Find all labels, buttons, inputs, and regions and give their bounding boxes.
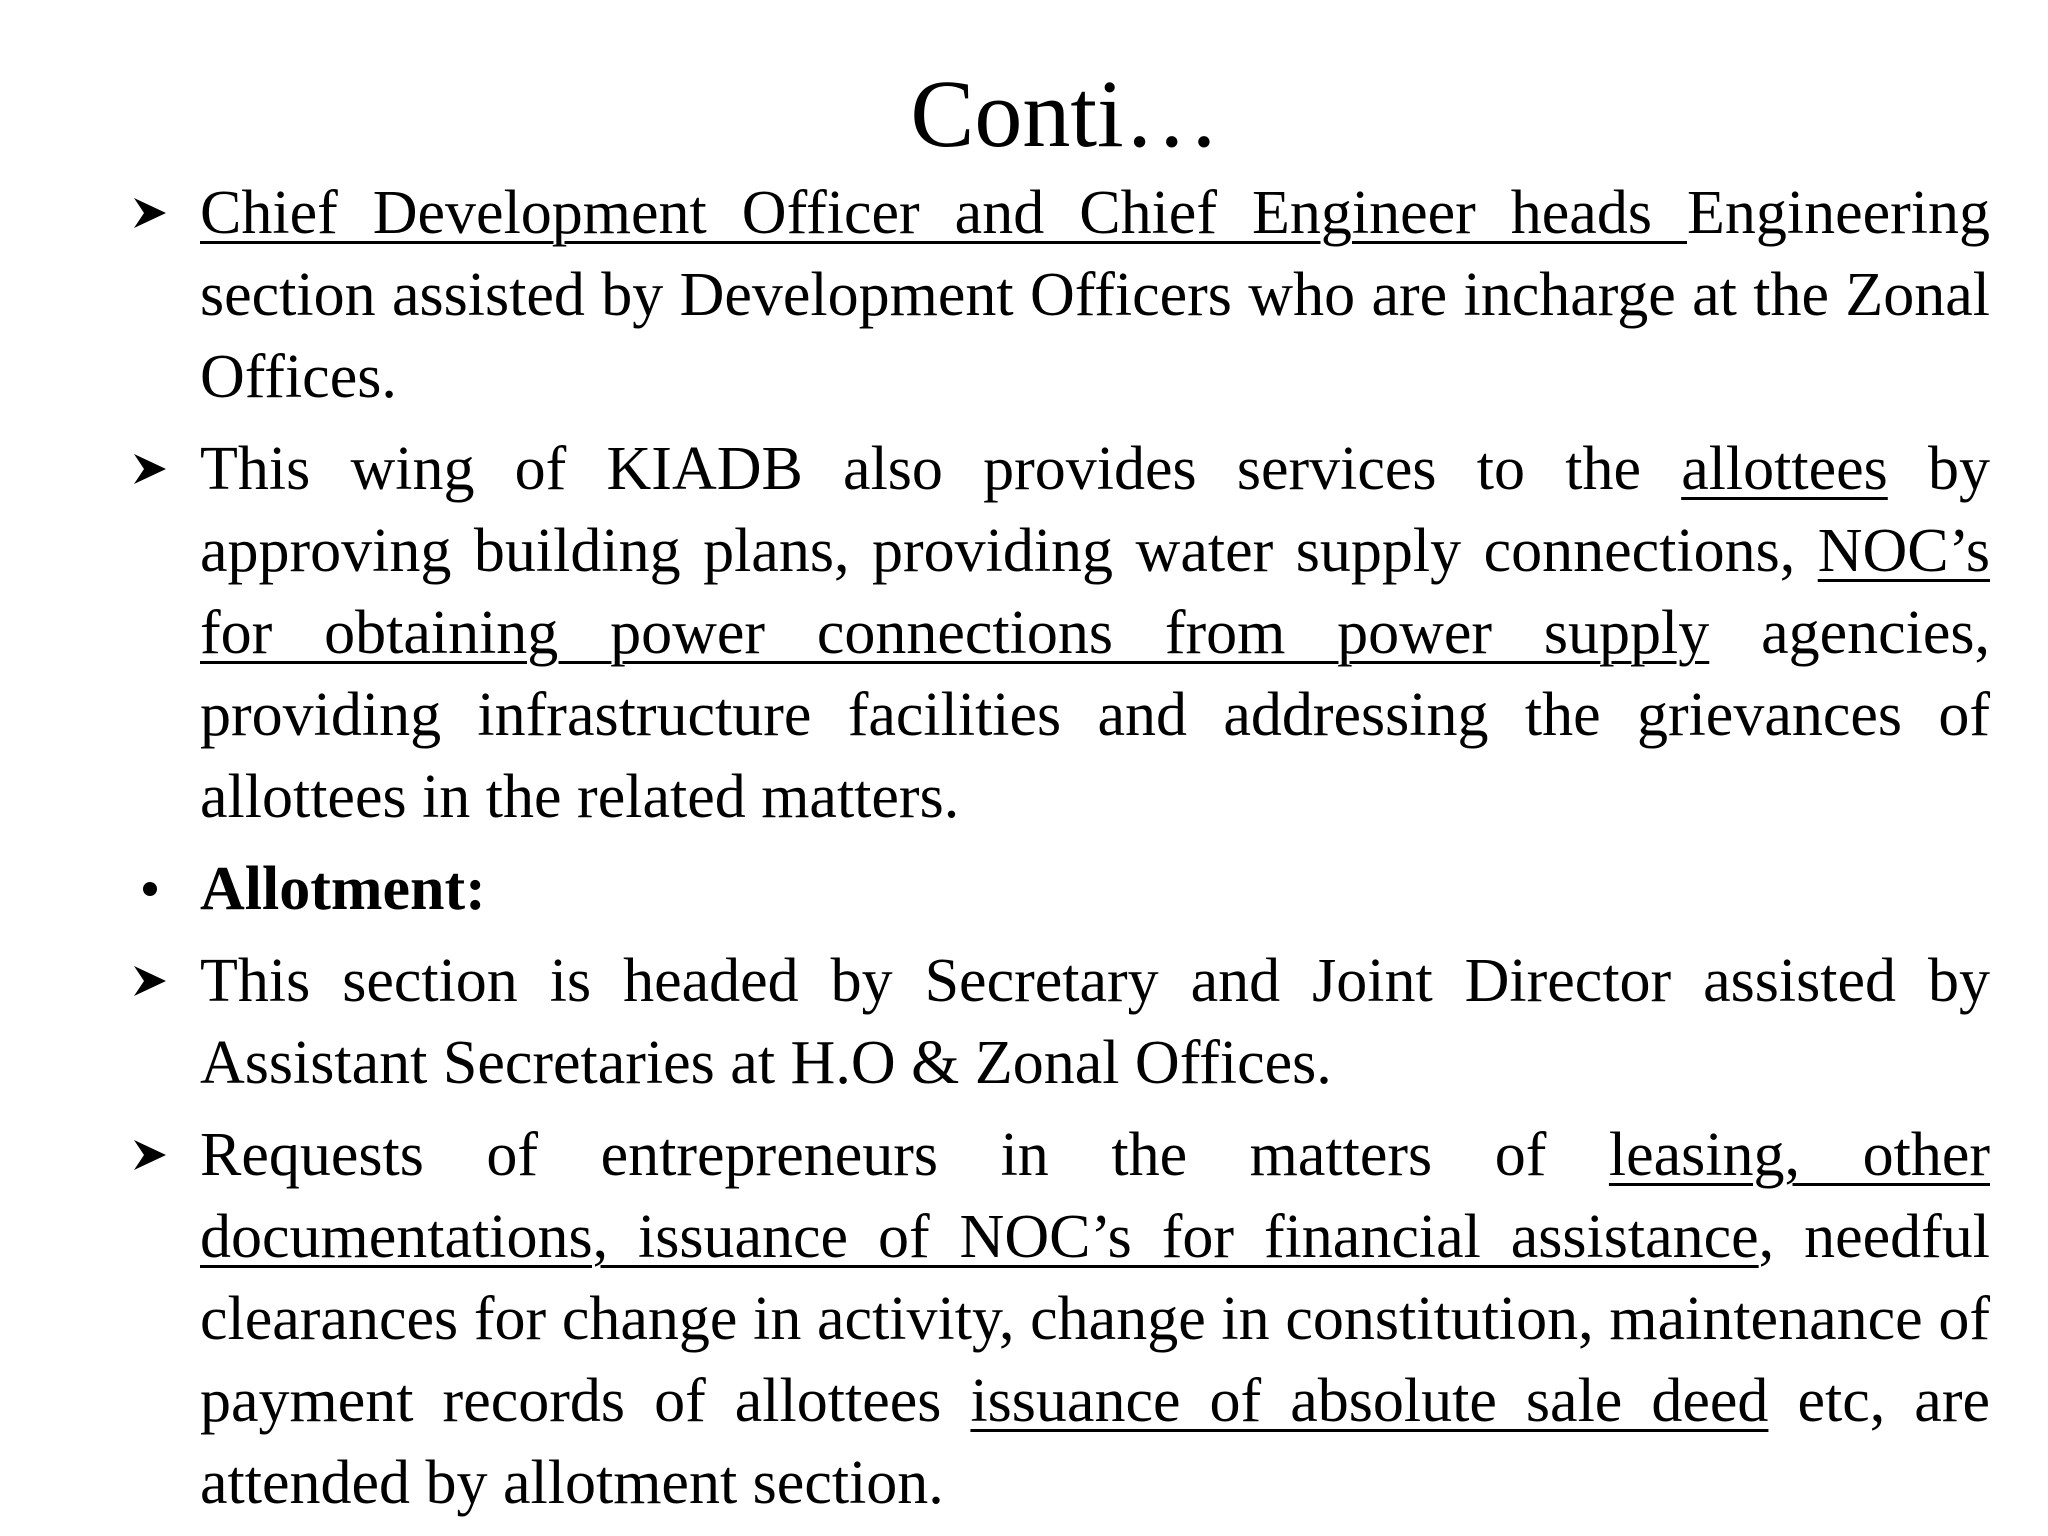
- item-text: agencies, providing infrastructure facilities and addressing the grievances of allottees in the related matters.: [200, 599, 1990, 831]
- underlined-text: NOC’s for obtaining power connections from power supply: [200, 517, 1990, 667]
- item-text: Engineering section assisted by Development Officers who are incharge at the Zonal Offices.: [200, 179, 1990, 411]
- bullet-list: [120, 172, 1990, 1524]
- bullet-item-requests: [120, 1114, 1990, 1524]
- slide-title: Conti…: [910, 60, 1220, 167]
- arrowhead-bullet-icon: [128, 1114, 172, 1196]
- underlined-text: issuance of absolute sale deed: [970, 1367, 1769, 1435]
- underlined-text: allottees: [1681, 435, 1888, 503]
- section-heading-text: Allotment:: [200, 855, 486, 923]
- bullet-item-allotment-head: [120, 940, 1990, 1104]
- item-text: , needful clearances for change in activity, change in constitution, maintenance of payment records of allottees: [200, 1203, 1990, 1435]
- item-text: Requests of entrepreneurs in the matters of: [200, 1121, 1609, 1189]
- item-text: etc, are attended by allotment section.: [200, 1367, 1990, 1517]
- bullet-item-engineering: [120, 172, 1990, 418]
- item-text: by approving building plans, providing water supply connections,: [200, 435, 1990, 585]
- arrowhead-bullet-icon: [128, 940, 172, 1022]
- arrowhead-bullet-icon: [128, 172, 172, 254]
- bullet-item-services: [120, 428, 1990, 838]
- underlined-text: leasing, other documentations, issuance of NOC’s for financial assistance: [200, 1121, 1990, 1271]
- underlined-text: Chief Development Officer and Chief Engineer heads: [200, 179, 1687, 247]
- item-text: This section is headed by Secretary and Joint Director assisted by Assistant Secretaries at H.O & Zonal Offices.: [200, 947, 1990, 1097]
- section-heading-allotment: [120, 848, 1990, 930]
- item-text: This wing of KIADB also provides services to the: [200, 435, 1682, 503]
- dot-bullet-icon: [128, 848, 172, 930]
- arrowhead-bullet-icon: [128, 428, 172, 510]
